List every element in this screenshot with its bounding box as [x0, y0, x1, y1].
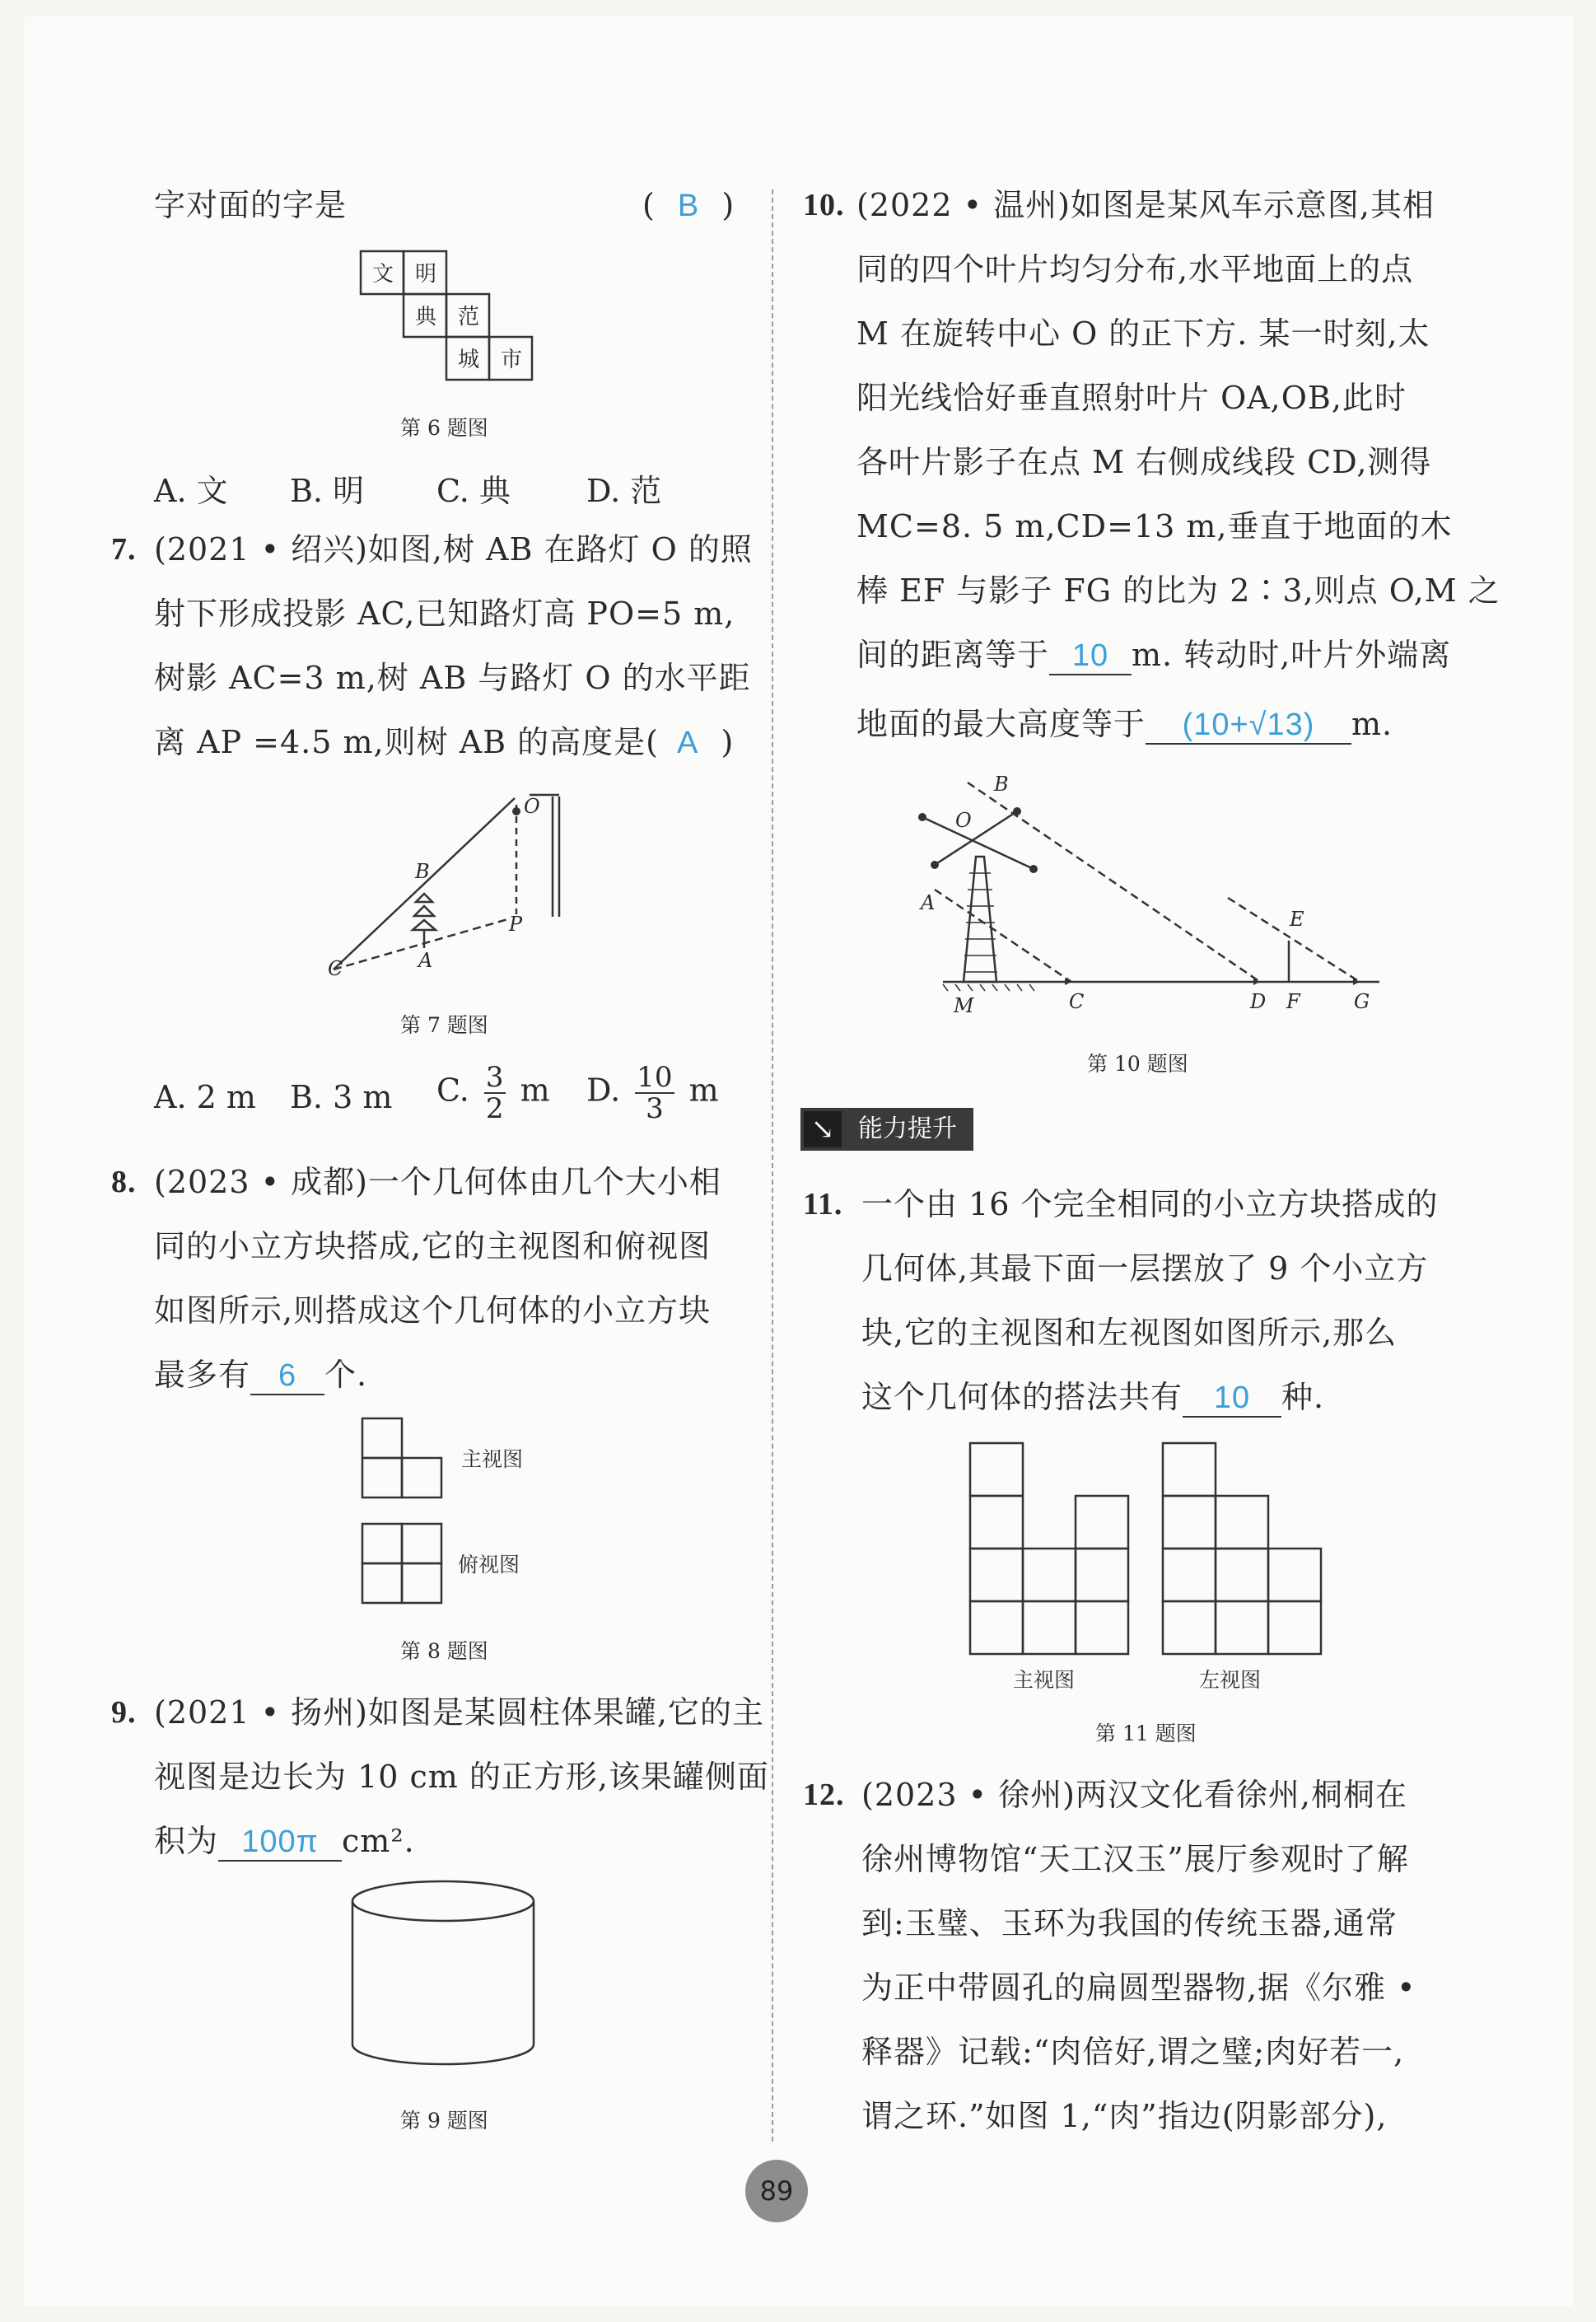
- q7-option-c-numerator: 3: [485, 1061, 504, 1094]
- q7-lamp-point: [512, 807, 520, 815]
- q12-line-1: (2023 • 徐州)两汉文化看徐州,桐桐在: [861, 1777, 1408, 1813]
- q10-line-8: [856, 623, 1451, 687]
- q7-option-c-denominator: 2: [485, 1092, 504, 1125]
- q11-line-4: [861, 1365, 1324, 1429]
- q7-answer: A: [677, 726, 699, 760]
- q7-option-b: B. 3 m: [290, 1079, 393, 1115]
- q10-label-b: B: [994, 773, 1009, 796]
- q10-label-o: O: [955, 809, 972, 832]
- q6-option-a: A. 文: [154, 473, 228, 509]
- q10-line-1: (2022 • 温州)如图是某风车示意图,其相: [856, 187, 1435, 223]
- q7-option-c-fraction: [484, 1063, 506, 1124]
- q8-top-view: [362, 1524, 445, 1606]
- q6-paren-open: (: [642, 187, 656, 223]
- q7-option-d-numerator: 10: [637, 1061, 673, 1094]
- q8-caption: 第 8 题图: [400, 1639, 488, 1663]
- q10-answer-2: (10+√13): [1146, 707, 1351, 745]
- q7-line-4: 离 AP =4.5 m,则树 AB 的高度是(: [154, 724, 659, 760]
- q6-net-char-4: 范: [458, 305, 480, 329]
- q9-line-1: (2021 • 扬州)如图是某圆柱体果罐,它的主: [154, 1694, 765, 1731]
- q10-answer-1: 10: [1049, 638, 1132, 675]
- q8-answer: 6: [250, 1357, 324, 1395]
- q6-paren-close: ): [721, 187, 735, 223]
- q8-line-4: [154, 1343, 367, 1407]
- q9-line-3: [154, 1809, 415, 1873]
- q6-tail-text: 字对面的字是: [154, 187, 348, 223]
- q10-line-4: 阳光线恰好垂直照射叶片 OA,OB,此时: [856, 380, 1407, 416]
- q11-line-1: 一个由 16 个完全相同的小立方块搭成的: [861, 1186, 1439, 1222]
- q8-top-label: 俯视图: [458, 1553, 520, 1577]
- q10-label-a: A: [921, 891, 936, 914]
- q10-line-9: [856, 692, 1393, 756]
- q11-answer: 10: [1183, 1380, 1281, 1418]
- q7-option-d-denominator: 3: [646, 1092, 664, 1125]
- q12-line-2: 徐州博物馆“天工汉玉”展厅参观时了解: [861, 1841, 1409, 1877]
- q11-line-4-text: 这个几何体的搭法共有: [861, 1379, 1183, 1415]
- q10-line-6: MC=8. 5 m,CD=13 m,垂直于地面的木: [856, 508, 1453, 544]
- q8-front-label: 主视图: [461, 1447, 524, 1471]
- q10-line-9-text: 地面的最大高度等于: [856, 706, 1146, 742]
- q10-line-8-text: 间的距离等于: [856, 637, 1050, 673]
- q12-number: 12.: [803, 1778, 845, 1812]
- q8-line-2: 同的小立方块搭成,它的主视图和俯视图: [154, 1228, 712, 1264]
- column-divider: [772, 189, 773, 2142]
- q10-caption: 第 10 题图: [1087, 1052, 1188, 1076]
- q6-net-char-5: 城: [458, 348, 480, 372]
- q6-answer: B: [677, 189, 700, 223]
- q6-net-char-1: 文: [372, 262, 394, 287]
- q6-net-char-6: 市: [501, 348, 523, 372]
- q10-label-g: G: [1354, 990, 1370, 1013]
- q7-paren-close: ): [721, 724, 735, 760]
- q11-line-2: 几何体,其最下面一层摆放了 9 个小立方: [861, 1250, 1429, 1287]
- q7-option-c-letter: C.: [436, 1072, 469, 1109]
- q6-net-char-2: 明: [415, 262, 437, 287]
- q10-label-e: E: [1290, 908, 1304, 931]
- q6-option-d: D. 范: [586, 473, 662, 509]
- q9-answer: 100π: [218, 1824, 342, 1862]
- q9-caption: 第 9 题图: [400, 2109, 488, 2133]
- q11-after: 种.: [1281, 1379, 1325, 1415]
- q6-caption: 第 6 题图: [400, 416, 488, 440]
- q6-net-char-3: 典: [415, 305, 437, 329]
- q10-label-c: C: [1069, 990, 1085, 1013]
- q7-label-o: O: [524, 795, 540, 818]
- q10-label-f: F: [1286, 990, 1300, 1013]
- q11-front-label: 主视图: [1013, 1668, 1076, 1692]
- q10-after-1: m. 转动时,叶片外端离: [1132, 637, 1452, 673]
- q12-line-3: 到:玉璧、玉环为我国的传统玉器,通常: [861, 1905, 1398, 1941]
- page-number: 89: [745, 2160, 808, 2222]
- q11-number: 11.: [803, 1187, 843, 1222]
- q10-line-5: 各叶片影子在点 M 右侧成线段 CD,测得: [856, 444, 1432, 480]
- q10-number: 10.: [803, 188, 845, 222]
- q7-figure: [325, 787, 589, 976]
- arrow-down-right-icon: ↘: [804, 1111, 842, 1147]
- q7-option-d-unit: m: [688, 1072, 719, 1109]
- q9-cylinder: [351, 1880, 540, 2077]
- q7-option-d: [586, 1063, 719, 1124]
- q7-caption: 第 7 题图: [400, 1013, 488, 1037]
- q7-line-2: 射下形成投影 AC,已知路灯高 PO=5 m,: [154, 596, 735, 632]
- q9-period: .: [404, 1823, 415, 1859]
- q12-line-4: 为正中带圆孔的扁圆型器物,据《尔雅 •: [861, 1969, 1416, 2006]
- q7-line-1: (2021 • 绍兴)如图,树 AB 在路灯 O 的照: [154, 531, 753, 568]
- q10-line-2: 同的四个叶片均匀分布,水平地面上的点: [856, 251, 1414, 287]
- q7-option-c: [436, 1063, 550, 1124]
- q7-label-a: A: [418, 949, 433, 972]
- q8-line-1: (2023 • 成都)一个几何体由几个大小相: [154, 1164, 721, 1200]
- q8-number: 8.: [111, 1165, 137, 1199]
- q11-left-label: 左视图: [1199, 1668, 1262, 1692]
- q7-answer-wrap: [677, 710, 734, 775]
- q8-line-4-text: 最多有: [154, 1357, 251, 1393]
- q10-label-m: M: [954, 994, 974, 1017]
- q7-label-b: B: [415, 860, 430, 883]
- q10-label-d: D: [1250, 990, 1267, 1013]
- section-title-badge: 能力提升: [800, 1108, 973, 1151]
- q6-option-c: C. 典: [436, 473, 511, 509]
- q8-line-3: 如图所示,则搭成这个几何体的小立方块: [154, 1292, 712, 1329]
- q10-after-2: m.: [1351, 706, 1393, 742]
- q8-front-view: [362, 1418, 445, 1501]
- q11-caption: 第 11 题图: [1095, 1722, 1197, 1745]
- q7-line-3: 树影 AC=3 m,树 AB 与路灯 O 的水平距: [154, 660, 751, 696]
- q7-number: 7.: [111, 532, 137, 567]
- q10-line-7: 棒 EF 与影子 FG 的比为 2∶3,则点 O,M 之: [856, 572, 1500, 609]
- q11-front-view: [970, 1443, 1135, 1666]
- q9-line-2: 视图是边长为 10 cm 的正方形,该果罐侧面: [154, 1759, 769, 1795]
- q7-option-d-letter: D.: [586, 1072, 621, 1109]
- q12-line-5: 释器》记载:“肉倍好,谓之璧;肉好若一,: [861, 2034, 1405, 2070]
- q6-option-b: B. 明: [290, 473, 365, 509]
- q9-unit: cm²: [342, 1823, 404, 1859]
- q6-answer-paren: [642, 173, 735, 238]
- q9-number: 9.: [111, 1695, 137, 1730]
- q10-line-3: M 在旋转中心 O 的正下方. 某一时刻,太: [856, 315, 1430, 352]
- q11-line-3: 块,它的主视图和左视图如图所示,那么: [861, 1315, 1398, 1351]
- q7-option-c-unit: m: [520, 1072, 550, 1109]
- q8-after: 个.: [324, 1357, 368, 1393]
- q11-left-view: [1163, 1443, 1328, 1666]
- q7-label-c: C: [328, 957, 343, 980]
- q12-line-6: 谓之环.”如图 1,“肉”指边(阴影部分),: [861, 2098, 1388, 2134]
- q7-option-d-fraction: [635, 1063, 674, 1124]
- q7-option-a: A. 2 m: [154, 1079, 256, 1115]
- q9-line-3-text: 积为: [154, 1823, 219, 1859]
- q7-label-p: P: [509, 913, 523, 936]
